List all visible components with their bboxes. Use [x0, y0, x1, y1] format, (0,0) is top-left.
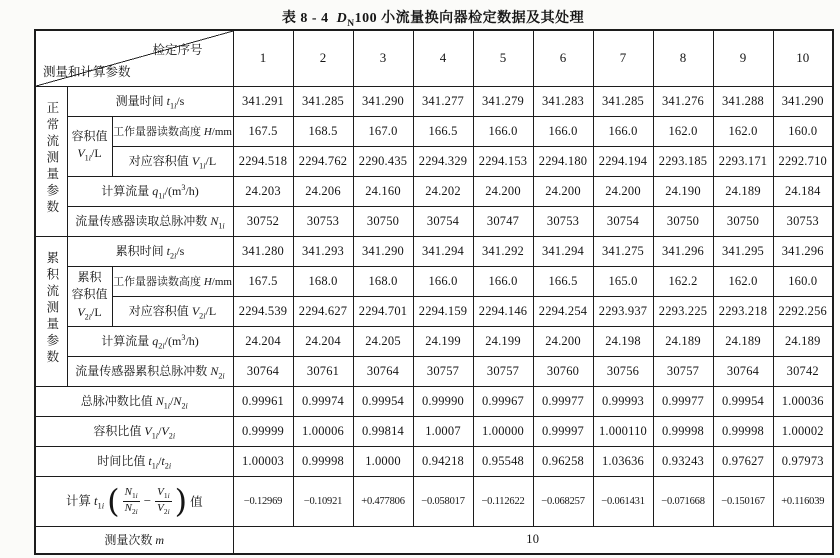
data-cell: 1.0000 — [353, 446, 413, 476]
data-cell: 30752 — [233, 206, 293, 236]
data-cell: 0.99993 — [593, 386, 653, 416]
data-cell: 24.200 — [473, 176, 533, 206]
data-cell: 0.95548 — [473, 446, 533, 476]
row-label: 时间比值 $t_{1i}/t_{2i}$ — [35, 446, 233, 476]
data-cell: 341.277 — [413, 86, 473, 116]
data-cell: 24.200 — [533, 176, 593, 206]
data-cell: +0.116039 — [773, 476, 833, 526]
data-cell: 341.296 — [773, 236, 833, 266]
data-cell: 2294.701 — [353, 296, 413, 326]
data-cell: 0.99814 — [353, 416, 413, 446]
data-cell: 24.199 — [413, 326, 473, 356]
data-cell: 1.0007 — [413, 416, 473, 446]
data-cell: −0.058017 — [413, 476, 473, 526]
data-cell: 341.288 — [713, 86, 773, 116]
data-cell: 2294.194 — [593, 146, 653, 176]
data-cell: 30747 — [473, 206, 533, 236]
row-label: 工作量器读数高度 H/mm — [112, 266, 233, 296]
data-cell: 30754 — [413, 206, 473, 236]
row-label: 总脉冲数比值 $N_{1i}/N_{2i}$ — [35, 386, 233, 416]
data-cell: 2293.218 — [713, 296, 773, 326]
data-cell: 2294.153 — [473, 146, 533, 176]
data-cell: 30764 — [353, 356, 413, 386]
row-volume-ratio — [35, 416, 833, 446]
row-cumulative-height — [35, 266, 833, 296]
data-cell: 341.292 — [473, 236, 533, 266]
data-cell: 160.0 — [773, 266, 833, 296]
data-cell: 24.189 — [713, 326, 773, 356]
data-cell: 0.99997 — [533, 416, 593, 446]
data-cell: 30761 — [293, 356, 353, 386]
data-cell: 30756 — [593, 356, 653, 386]
data-cell: 30764 — [233, 356, 293, 386]
row-label: 对应容积值 $V_{2i}/L$ — [112, 296, 233, 326]
data-cell: 30753 — [773, 206, 833, 236]
column-header: 6 — [533, 30, 593, 86]
data-cell: 0.99998 — [713, 416, 773, 446]
data-cell: 24.203 — [233, 176, 293, 206]
data-cell: 341.294 — [533, 236, 593, 266]
row-time-ratio — [35, 446, 833, 476]
data-cell: 341.285 — [593, 86, 653, 116]
column-header: 3 — [353, 30, 413, 86]
corner-label-parameters: 测量和计算参数 — [43, 64, 131, 79]
data-cell: 168.5 — [293, 116, 353, 146]
data-cell: 341.280 — [233, 236, 293, 266]
data-cell: −0.10921 — [293, 476, 353, 526]
row-label: 对应容积值 $V_{1i}/L$ — [112, 146, 233, 176]
data-cell: −0.071668 — [653, 476, 713, 526]
data-cell: 2293.937 — [593, 296, 653, 326]
group-label-normal-flow: 正常流测量参数 — [35, 86, 67, 236]
row-normal-flow — [35, 176, 833, 206]
data-cell: 0.99977 — [533, 386, 593, 416]
data-cell: 30754 — [593, 206, 653, 236]
data-cell: 1.00003 — [233, 446, 293, 476]
data-cell: 1.03636 — [593, 446, 653, 476]
data-cell: 341.293 — [293, 236, 353, 266]
row-label: 计算流量 $q_{1i}/(m^3/h)$ — [67, 176, 233, 206]
data-cell: 2294.180 — [533, 146, 593, 176]
data-cell: 341.295 — [713, 236, 773, 266]
data-cell: 2294.146 — [473, 296, 533, 326]
data-cell: 166.0 — [413, 266, 473, 296]
close-paren: ) — [174, 481, 188, 520]
row-cumulative-flow — [35, 326, 833, 356]
data-cell: 24.204 — [293, 326, 353, 356]
data-cell: 0.97973 — [773, 446, 833, 476]
data-cell: +0.477806 — [353, 476, 413, 526]
data-cell: 24.190 — [653, 176, 713, 206]
data-cell: 0.99974 — [293, 386, 353, 416]
data-cell: 341.275 — [593, 236, 653, 266]
data-cell: 24.189 — [653, 326, 713, 356]
data-cell: 167.5 — [233, 266, 293, 296]
data-cell: 0.99967 — [473, 386, 533, 416]
open-paren: ( — [107, 481, 120, 520]
minus-operator: − — [143, 493, 152, 508]
data-cell: 24.206 — [293, 176, 353, 206]
data-cell: 24.199 — [473, 326, 533, 356]
column-header: 2 — [293, 30, 353, 86]
data-cell: 341.290 — [353, 236, 413, 266]
data-cell: 0.96258 — [533, 446, 593, 476]
data-cell: 162.0 — [713, 116, 773, 146]
data-cell: 0.99998 — [293, 446, 353, 476]
row-label: 工作量器读数高度 H/mm — [112, 116, 233, 146]
data-cell: 341.290 — [353, 86, 413, 116]
data-cell: −0.061431 — [593, 476, 653, 526]
row-label: 测量时间 $t_{1i}/s$ — [67, 86, 233, 116]
row-normal-pulses — [35, 206, 833, 236]
row-normal-volume — [35, 146, 833, 176]
data-cell: 24.200 — [593, 176, 653, 206]
data-cell: 30757 — [653, 356, 713, 386]
formula-prefix: 计算 $t_{1i}$ — [65, 494, 105, 511]
data-cell: 24.200 — [533, 326, 593, 356]
column-header: 8 — [653, 30, 713, 86]
data-cell: 24.184 — [773, 176, 833, 206]
row-label: 容积比值 $V_{1i}/V_{2i}$ — [35, 416, 233, 446]
data-cell: −0.068257 — [533, 476, 593, 526]
data-cell: 1.00000 — [473, 416, 533, 446]
data-cell: 165.0 — [593, 266, 653, 296]
data-cell: 24.189 — [773, 326, 833, 356]
data-cell: 2294.254 — [533, 296, 593, 326]
data-cell: 162.0 — [713, 266, 773, 296]
data-cell: 30764 — [713, 356, 773, 386]
table-title: 表 8 - 4 $D_N100$ 小流量换向器检定数据及其处理 — [281, 11, 585, 29]
row-label: 测量次数 m — [35, 526, 233, 554]
data-cell: 162.0 — [653, 116, 713, 146]
data-cell: 341.296 — [653, 236, 713, 266]
data-cell: 166.0 — [473, 116, 533, 146]
data-cell: 1.00006 — [293, 416, 353, 446]
data-cell: 30753 — [533, 206, 593, 236]
data-cell: 0.99998 — [653, 416, 713, 446]
data-cell: 162.2 — [653, 266, 713, 296]
sub-group-label-volume-v1: 容积值 $V_{1i}/L$ — [67, 116, 112, 176]
data-cell: 2294.329 — [413, 146, 473, 176]
column-header: 7 — [593, 30, 653, 86]
row-pulse-ratio — [35, 386, 833, 416]
data-cell: 0.99954 — [713, 386, 773, 416]
row-measurement-count — [35, 526, 833, 554]
column-header: 10 — [773, 30, 833, 86]
data-cell: 2290.435 — [353, 146, 413, 176]
data-cell: 30750 — [713, 206, 773, 236]
data-cell: 2293.185 — [653, 146, 713, 176]
data-cell: 341.285 — [293, 86, 353, 116]
group-label-cumulative-flow: 累积流测量参数 — [35, 236, 67, 386]
data-cell: 341.290 — [773, 86, 833, 116]
data-cell: 0.93243 — [653, 446, 713, 476]
data-cell: 341.294 — [413, 236, 473, 266]
data-cell: 166.0 — [533, 116, 593, 146]
row-label-formula — [35, 476, 233, 526]
data-cell: 30750 — [653, 206, 713, 236]
row-cumulative-volume — [35, 296, 833, 326]
data-cell: 2292.256 — [773, 296, 833, 326]
data-cell: 0.99999 — [233, 416, 293, 446]
data-cell: 0.97627 — [713, 446, 773, 476]
data-cell: 2294.159 — [413, 296, 473, 326]
data-cell: 24.160 — [353, 176, 413, 206]
data-cell: 166.5 — [533, 266, 593, 296]
row-label: 流量传感器累积总脉冲数 $N_{2i}$ — [67, 356, 233, 386]
data-cell: 0.94218 — [413, 446, 473, 476]
data-cell: 0.99961 — [233, 386, 293, 416]
data-cell: 0.99954 — [353, 386, 413, 416]
data-cell: 2292.710 — [773, 146, 833, 176]
column-header: 4 — [413, 30, 473, 86]
data-cell: 24.204 — [233, 326, 293, 356]
data-cell: 166.0 — [473, 266, 533, 296]
column-header: 9 — [713, 30, 773, 86]
data-cell: 2294.539 — [233, 296, 293, 326]
header-row — [35, 30, 833, 86]
data-cell: −0.12969 — [233, 476, 293, 526]
data-cell: 30757 — [473, 356, 533, 386]
row-normal-height — [35, 116, 833, 146]
data-cell: 168.0 — [353, 266, 413, 296]
fraction-v1-v2: $\frac{V_{1i}}{V_{2i}}$ — [157, 485, 170, 516]
column-header: 5 — [473, 30, 533, 86]
data-cell: 30757 — [413, 356, 473, 386]
row-label: 累积时间 $t_{2i}/s$ — [67, 236, 233, 266]
data-cell: 2293.225 — [653, 296, 713, 326]
data-cell: 30742 — [773, 356, 833, 386]
corner-label-sequence: 检定序号 — [152, 43, 203, 57]
row-label: 流量传感器读取总脉冲数 $N_{1i}$ — [67, 206, 233, 236]
data-cell: −0.150167 — [713, 476, 773, 526]
data-cell: 30753 — [293, 206, 353, 236]
row-calculated-value — [35, 476, 833, 526]
row-cumulative-time — [35, 236, 833, 266]
data-cell: 2294.518 — [233, 146, 293, 176]
data-cell: 24.198 — [593, 326, 653, 356]
data-cell: 167.0 — [353, 116, 413, 146]
data-cell: 160.0 — [773, 116, 833, 146]
corner-header-cell — [35, 30, 233, 86]
row-label: 计算流量 $q_{2i}/(m^3/h)$ — [67, 326, 233, 356]
data-cell: 30750 — [353, 206, 413, 236]
data-cell: 1.00036 — [773, 386, 833, 416]
data-cell: 24.202 — [413, 176, 473, 206]
measurement-count-value: 10 — [233, 526, 833, 554]
data-cell: 1.000110 — [593, 416, 653, 446]
data-cell: 30760 — [533, 356, 593, 386]
data-cell: 2293.171 — [713, 146, 773, 176]
calibration-data-table — [34, 29, 834, 555]
data-cell: 0.99990 — [413, 386, 473, 416]
data-cell: 341.279 — [473, 86, 533, 116]
data-cell: −0.112622 — [473, 476, 533, 526]
data-cell: 341.283 — [533, 86, 593, 116]
data-cell: 2294.627 — [293, 296, 353, 326]
data-cell: 341.276 — [653, 86, 713, 116]
data-cell: 2294.762 — [293, 146, 353, 176]
data-cell: 0.99977 — [653, 386, 713, 416]
formula-expression — [36, 481, 233, 520]
fraction-n1-n2: $\frac{N_{1i}}{N_{2i}}$ — [124, 485, 138, 516]
formula-suffix: 值 — [190, 495, 203, 509]
data-cell: 168.0 — [293, 266, 353, 296]
data-cell: 166.0 — [593, 116, 653, 146]
column-header: 1 — [233, 30, 293, 86]
row-cumulative-pulses — [35, 356, 833, 386]
sub-group-label-volume-v2: 累积 容积值 $V_{2i}/L$ — [67, 266, 112, 326]
data-cell: 24.189 — [713, 176, 773, 206]
row-normal-time — [35, 86, 833, 116]
data-cell: 341.291 — [233, 86, 293, 116]
data-cell: 166.5 — [413, 116, 473, 146]
data-cell: 167.5 — [233, 116, 293, 146]
data-cell: 24.205 — [353, 326, 413, 356]
data-cell: 1.00002 — [773, 416, 833, 446]
